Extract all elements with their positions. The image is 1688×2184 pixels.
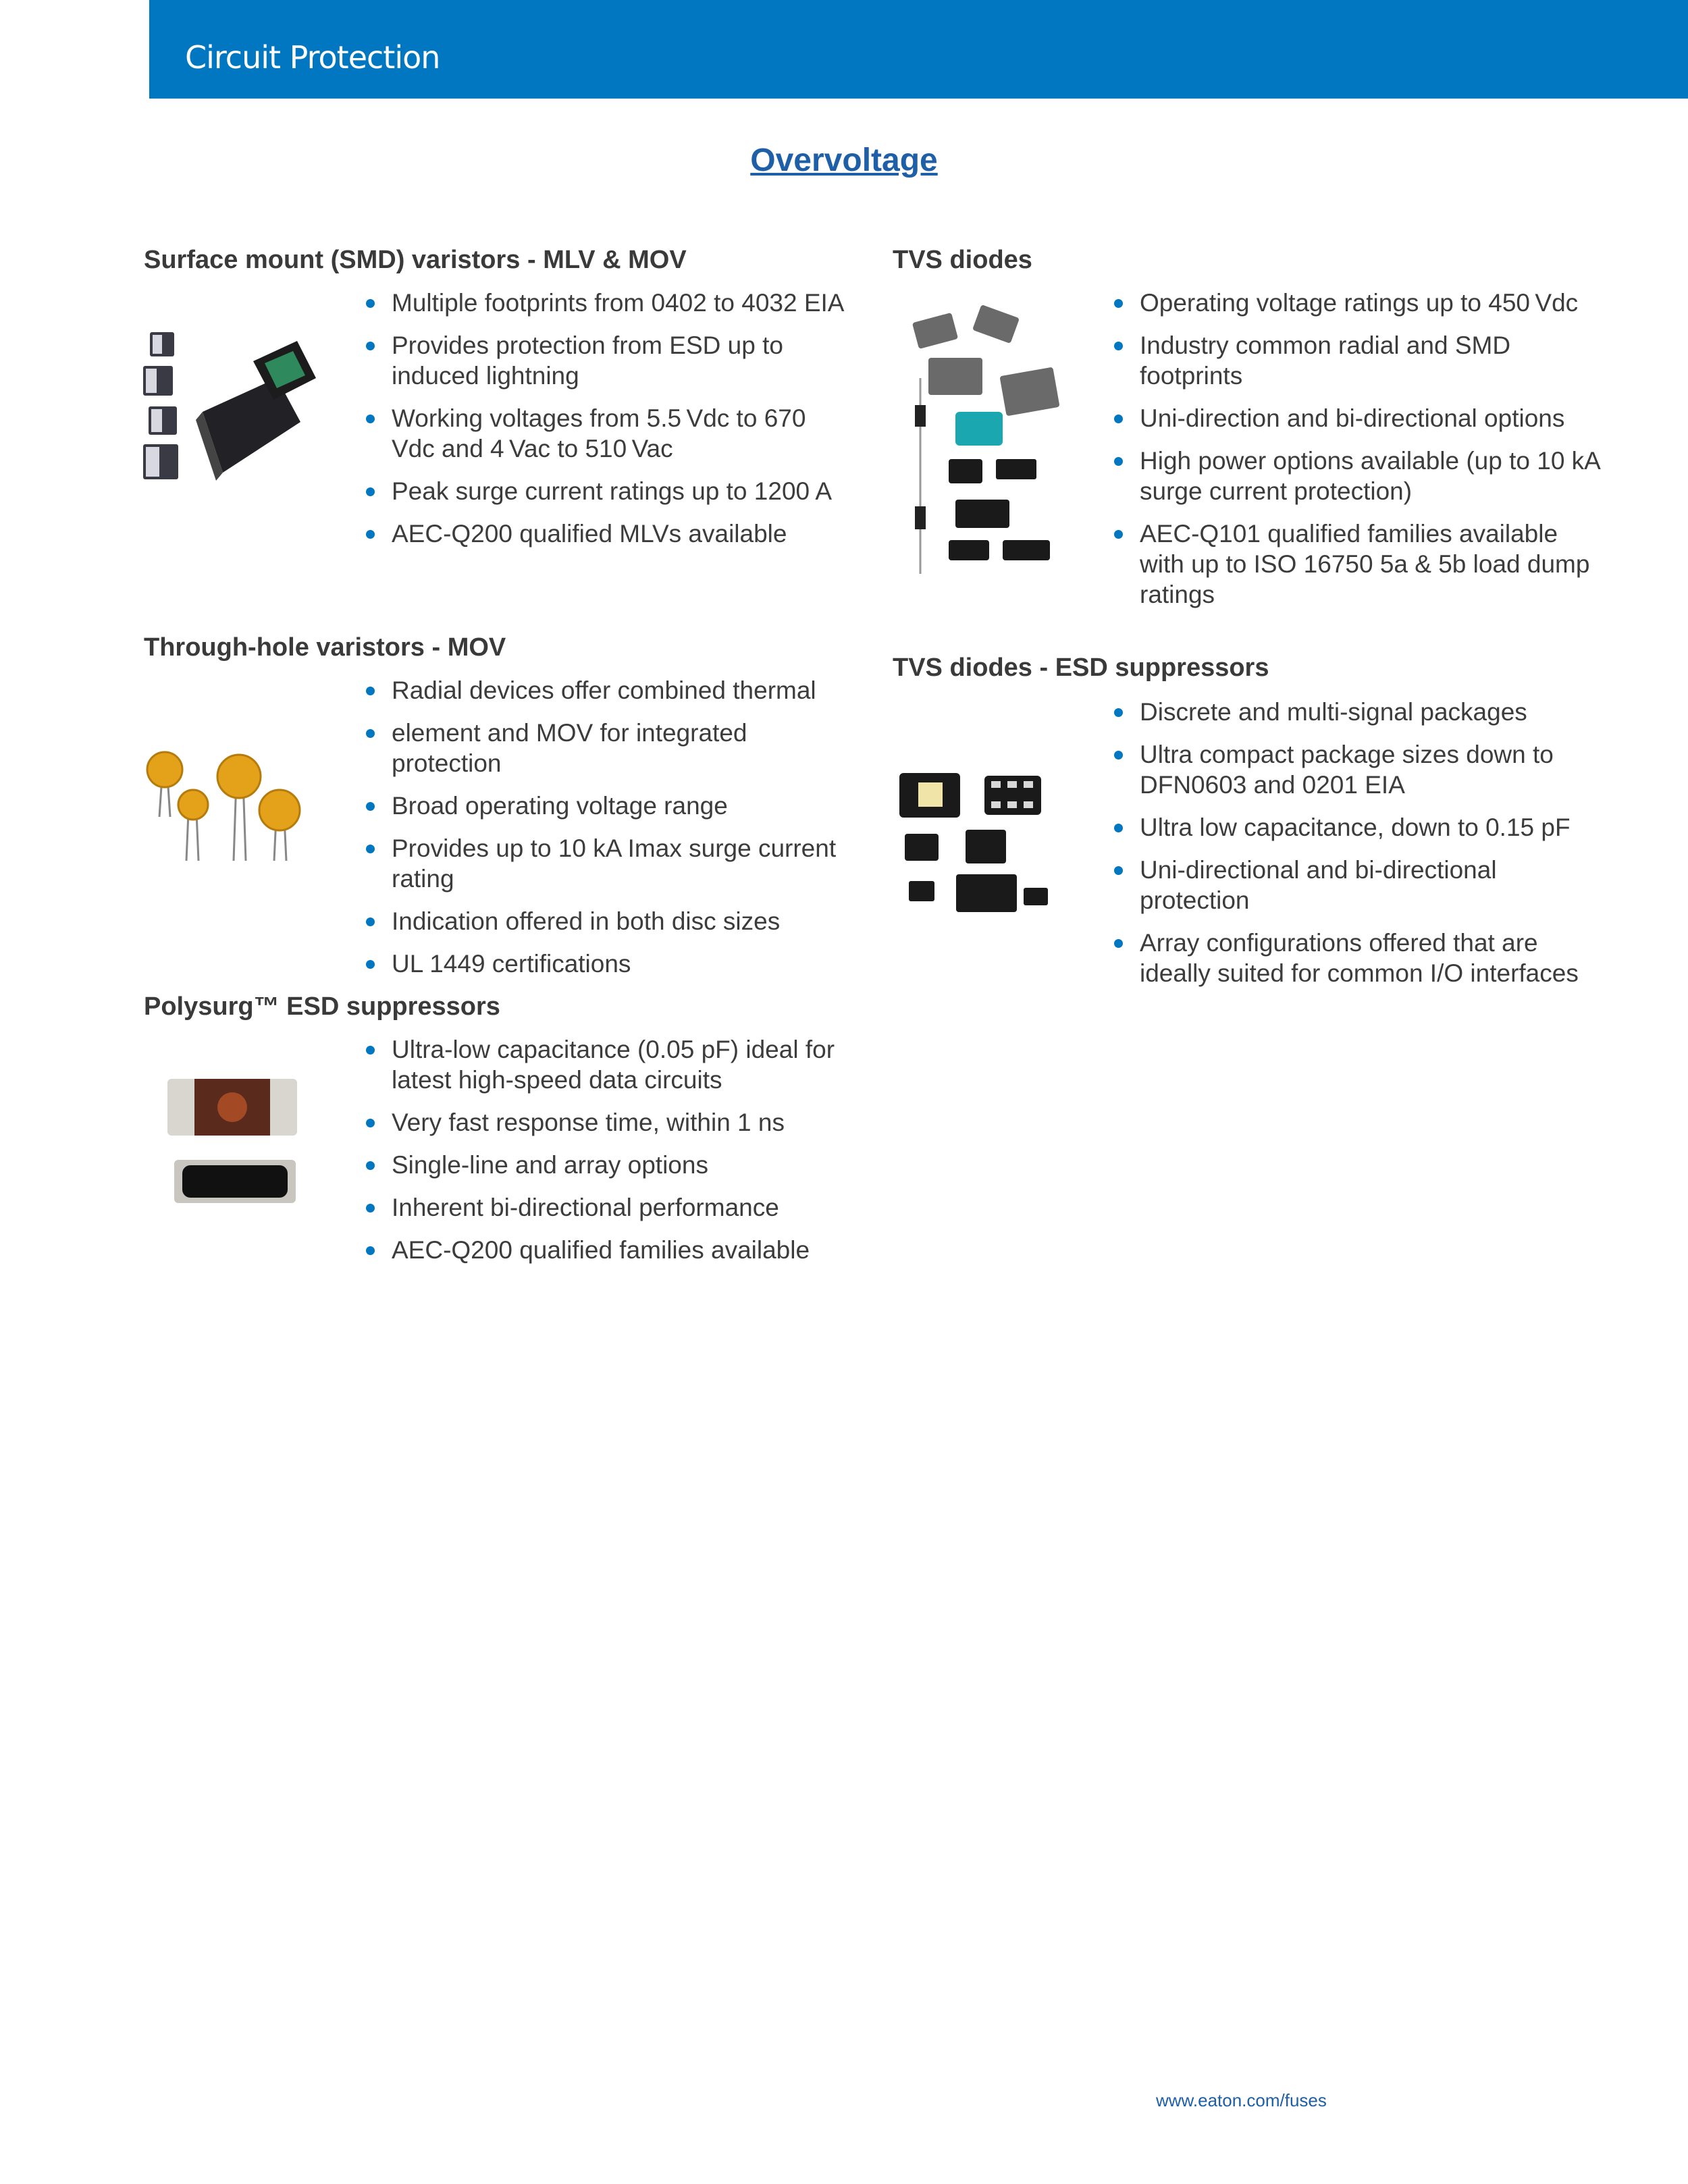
list-item: AEC-Q200 qualified families available — [366, 1235, 852, 1265]
through-hole-heading: Through-hole varistors - MOV — [144, 633, 506, 662]
tvs-diodes-list — [1114, 288, 1600, 622]
list-item: element and MOV for integrated protection — [366, 718, 852, 778]
list-item: Array configurations offered that are ideally suited for common I/O interfaces — [1114, 928, 1600, 988]
polysurg-image — [167, 1073, 302, 1208]
smd-varistor-image — [142, 324, 321, 496]
list-item: Ultra compact package sizes down to DFN0603 and 0201 EIA — [1114, 739, 1600, 800]
list-item: Inherent bi-directional performance — [366, 1192, 852, 1223]
list-item: High power options available (up to 10 kA surge current protection) — [1114, 446, 1600, 506]
list-item: Working voltages from 5.5 Vdc to 670 Vdc and 4 Vac to 510 Vac — [366, 403, 852, 464]
list-item: AEC-Q200 qualified MLVs available — [366, 518, 852, 549]
list-item: Uni-direction and bi-directional options — [1114, 403, 1600, 433]
list-item: Radial devices offer combined thermal — [366, 675, 852, 705]
list-item: AEC-Q101 qualified families available with up to ISO 16750 5a & 5b load dump ratings — [1114, 518, 1600, 610]
list-item: Provides up to 10 kA Imax surge current rating — [366, 833, 852, 894]
tvs-diodes-heading: TVS diodes — [893, 246, 1032, 274]
tvs-esd-heading: TVS diodes - ESD suppressors — [893, 654, 1269, 682]
list-item: Operating voltage ratings up to 450 Vdc — [1114, 288, 1600, 318]
header-title: Circuit Protection — [185, 39, 440, 76]
list-item: UL 1449 certifications — [366, 949, 852, 979]
tvs-esd-image — [891, 766, 1053, 915]
polysurg-heading: Polysurg™ ESD suppressors — [144, 992, 500, 1021]
list-item: Broad operating voltage range — [366, 791, 852, 821]
list-item: Provides protection from ESD up to induced lightning — [366, 330, 852, 391]
tvs-esd-list — [1114, 697, 1600, 1001]
list-item: Ultra-low capacitance (0.05 pF) ideal for latest high-speed data circuits — [366, 1034, 852, 1095]
list-item: Industry common radial and SMD footprints — [1114, 330, 1600, 391]
list-item: Ultra low capacitance, down to 0.15 pF — [1114, 812, 1600, 843]
footer-url[interactable]: www.eaton.com/fuses — [1156, 2090, 1327, 2110]
through-hole-list — [366, 675, 852, 991]
through-hole-varistor-image — [142, 749, 307, 864]
smd-varistors-heading: Surface mount (SMD) varistors - MLV & MOV — [144, 246, 687, 274]
polysurg-list — [366, 1034, 852, 1277]
list-item: Discrete and multi-signal packages — [1114, 697, 1600, 727]
tvs-diodes-image — [901, 304, 1070, 574]
list-item: Peak surge current ratings up to 1200 A — [366, 476, 852, 506]
list-item: Uni-directional and bi-directional protection — [1114, 855, 1600, 915]
page-title: Overvoltage — [750, 142, 938, 178]
list-item: Multiple footprints from 0402 to 4032 EIA — [366, 288, 852, 318]
smd-varistors-list — [366, 288, 852, 561]
list-item: Indication offered in both disc sizes — [366, 906, 852, 936]
list-item: Single-line and array options — [366, 1150, 852, 1180]
header-bar — [149, 0, 1688, 99]
list-item: Very fast response time, within 1 ns — [366, 1107, 852, 1138]
